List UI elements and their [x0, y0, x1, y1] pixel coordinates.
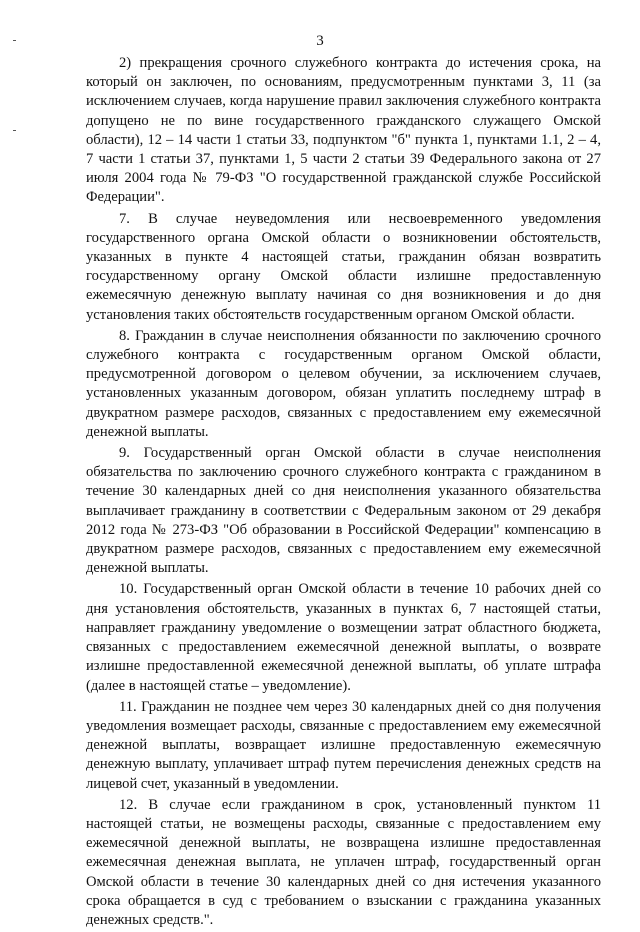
paragraph-subitem-2: 2) прекращения срочного служебного контракта до истечения срока, на который он заключен, по основаниям, предусмотренным пунктами 3, 11 (за исключением случаев, когда нарушение правил заключения служебного контракта допущено не по вине государственного гражданского служащего Омской области), 12 – 14 части 1 статьи 33, подпунктом "б" пункта 1, пунктами 1.1, 2 – 4, 7 части 1 статьи 37, пунктами 1, 5 части 2 статьи 39 Федерального закона от 27 июля 2004 года № 79-ФЗ "О государственной гражданской службе Российской Федерации". [86, 55, 601, 206]
scan-mark [13, 130, 16, 131]
document-body [86, 54, 601, 932]
paragraph-11: 11. Гражданин не позднее чем через 30 календарных дней со дня получения уведомления возмещает расходы, связанные с предоставлением ему ежемесячной денежной выплаты, возвращает излишне предоставленную ежемесячную денежную выплату, уплачивает штраф путем перечисления денежных средств на лицевой счет, указанный в уведомлении. [86, 698, 601, 792]
paragraph-7: 7. В случае неуведомления или несвоевременного уведомления государственного органа Омской области о возникновении обстоятельств, указанных в пункте 4 настоящей статьи, гражданин обязан возвратить государственному органу Омской области излишне предоставленную ежемесячную денежную выплату начиная со дня возникновения и до дня установления таких обстоятельств государственным органом Омской области. [86, 210, 601, 323]
paragraph-9: 9. Государственный орган Омской области в случае неисполнения обязательства по заключению срочного служебного контракта с гражданином в течение 30 календарных дней со дня неисполнения указанного обязательства выплачивает гражданину в соответствии с Федеральным законом от 29 декабря 2012 года № 273-ФЗ "Об образовании в Российской Федерации" компенсацию в двукратном размере расходов, связанных с предоставлением ему ежемесячной денежной выплаты. [86, 445, 601, 577]
page-number: 3 [316, 33, 324, 49]
paragraph-10: 10. Государственный орган Омской области в течение 10 рабочих дней со дня установления обстоятельств, указанных в пунктах 6, 7 настоящей статьи, направляет гражданину уведомление о возмещении затрат областного бюджета, связанных с предоставлением ежемесячной денежной выплаты, о возврате излишне предоставленной ежемесячной денежной выплаты, об уплате штрафа (далее в настоящей статье – уведомление). [86, 581, 601, 694]
paragraph-12: 12. В случае если гражданином в срок, установленный пунктом 11 настоящей статьи, не возмещены расходы, связанные с предоставлением ему ежемесячной денежной выплаты, не возвращена излишне предоставленная ежемесячная денежная выплата, не уплачен штраф, государственный орган Омской области в течение 30 календарных дней со дня истечения указанного срока обращается в суд с требованием о взыскании с гражданина указанных денежных средств.". [86, 796, 601, 928]
paragraph-8: 8. Гражданин в случае неисполнения обязанности по заключению срочного служебного контракта с государственным органом Омской области, предусмотренной договором о целевом обучении, за исключением случаев, установленных указанным договором, обязан уплатить последнему штраф в двукратном размере расходов, связанных с предоставлением ему ежемесячной денежной выплаты. [86, 327, 601, 440]
